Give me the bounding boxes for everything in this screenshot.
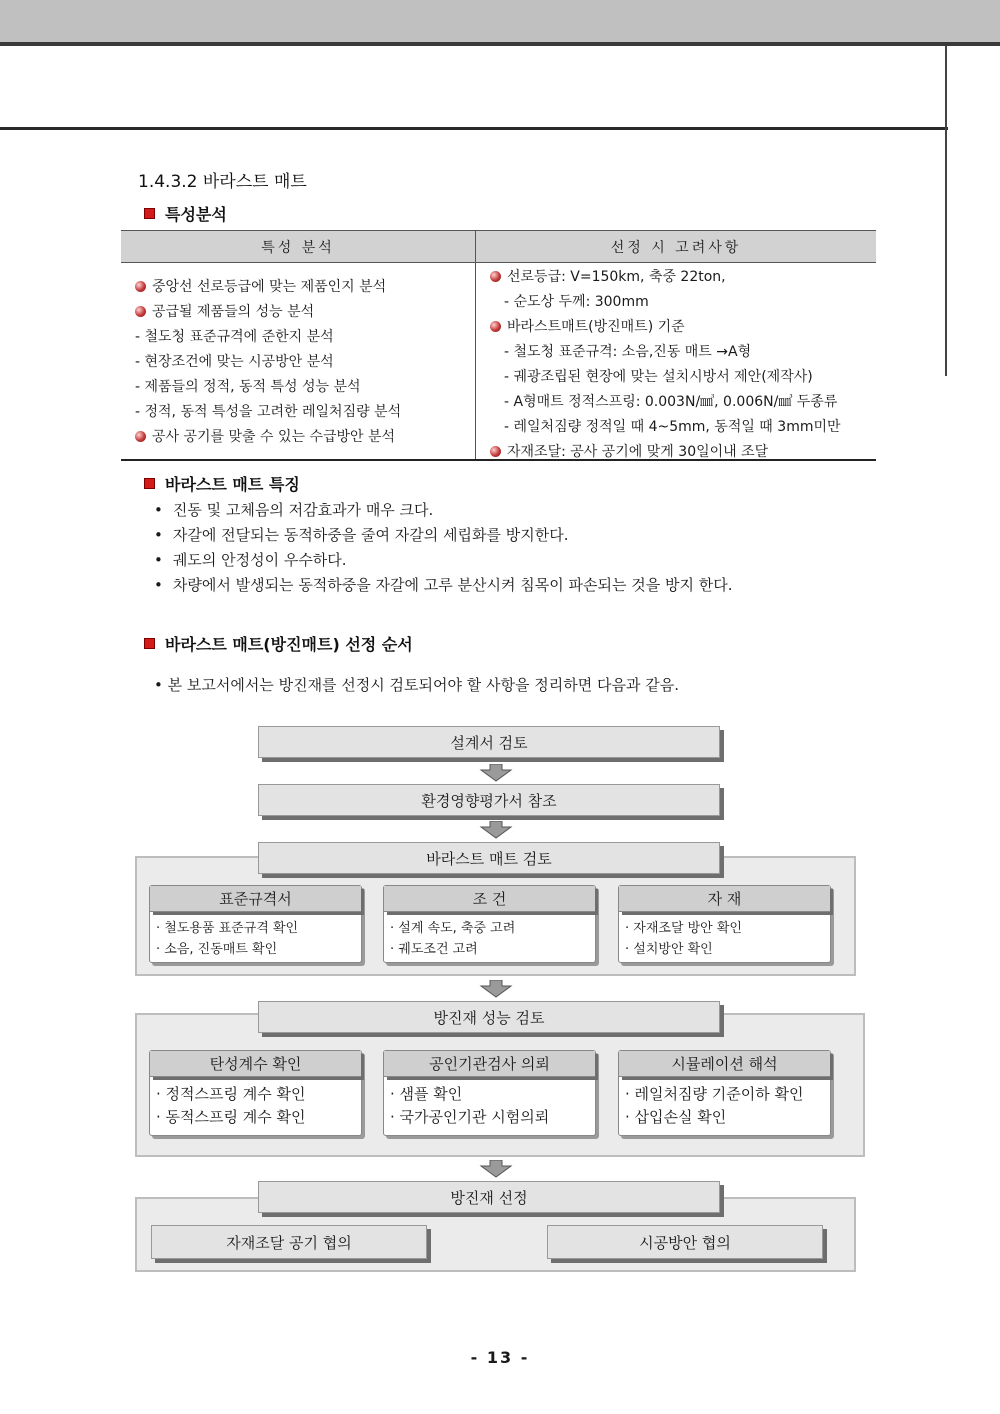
- table-line: [490, 290, 876, 315]
- margin-rule: [945, 46, 947, 376]
- line-text: - 정적, 동적 특성을 고려한 레일처짐량 분석: [135, 404, 402, 420]
- line-text: 중앙선 선로등급에 맞는 제품인지 분석: [152, 279, 387, 295]
- card-certified-test: [383, 1050, 596, 1136]
- table-line: [490, 390, 876, 415]
- card-items: [619, 1077, 830, 1129]
- card-title: 시뮬레이션 해석: [619, 1051, 830, 1077]
- table-line: [490, 415, 876, 440]
- line-text: - 현장조건에 맞는 시공방안 분석: [135, 354, 334, 370]
- card-conditions: [383, 885, 596, 963]
- line-text: 선로등급: V=150km, 축중 22ton,: [507, 269, 726, 285]
- procedure-heading-text: 바라스트 매트(방진매트) 선정 순서: [165, 635, 413, 654]
- card-items: [384, 912, 595, 960]
- features-list: [154, 498, 732, 598]
- procedure-heading: [144, 632, 413, 655]
- line-text: 공사 공기를 맞출 수 있는 수급방안 분석: [152, 429, 396, 445]
- col-header-analysis: 특성 분석: [121, 231, 476, 262]
- down-arrow-icon: [478, 1160, 514, 1178]
- card-item: · 철도용품 표준규격 확인: [156, 921, 299, 936]
- bullet-ball-icon: [490, 321, 501, 332]
- bullet-ball-icon: [490, 271, 501, 282]
- list-item: • 자갈에 전달되는 동적하중을 줄여 자갈의 세립화를 방지한다.: [154, 523, 732, 548]
- table-line: [135, 350, 475, 375]
- table-line: [135, 425, 475, 450]
- card-title: 탄성계수 확인: [150, 1051, 361, 1077]
- card-items: [619, 912, 830, 960]
- table-line: [490, 315, 876, 340]
- page-number: - 13 -: [470, 1348, 530, 1367]
- list-item: • 차량에서 발생되는 동적하중을 자갈에 고루 분산시켜 침목이 파손되는 것을 방지 한다.: [154, 573, 732, 598]
- flow-final-construction-plan: 시공방안 협의: [547, 1225, 823, 1259]
- line-text: 자재조달: 공사 공기에 맞게 30일이내 조달: [507, 444, 769, 460]
- procedure-intro: • 본 보고서에서는 방진재를 선정시 검토되어야 할 사항을 정리하면 다음과 같음.: [154, 676, 679, 694]
- list-item: • 진동 및 고체음의 저감효과가 매우 크다.: [154, 498, 732, 523]
- card-materials: [618, 885, 831, 963]
- line-text: 공급될 제품들의 성능 분석: [152, 304, 315, 320]
- card-items: [150, 912, 361, 960]
- flow-step-performance: 방진재 성능 검토: [258, 1001, 720, 1033]
- col-header-considerations: 선정 시 고려사항: [610, 239, 742, 256]
- section-title: 1.4.3.2 바라스트 매트: [138, 172, 307, 192]
- bullet-ball-icon: [490, 446, 501, 457]
- card-item: · 삽입손실 확인: [625, 1108, 727, 1126]
- card-title: 조 건: [384, 886, 595, 912]
- card-item: · 설계 속도, 축중 고려: [390, 921, 516, 936]
- line-text: - 레일처짐량 정적일 때 4~5mm, 동적일 때 3mm미만: [504, 419, 841, 435]
- bullet-ball-icon: [135, 306, 146, 317]
- table-header-row: [121, 231, 876, 263]
- card-item: · 소음, 진동매트 확인: [156, 942, 278, 957]
- card-title: 자 재: [619, 886, 830, 912]
- card-elasticity: [149, 1050, 362, 1136]
- flow-step-environment: 환경영향평가서 참조: [258, 784, 720, 816]
- card-item: · 레일처짐량 기준이하 확인: [625, 1085, 804, 1103]
- line-text: - 순도상 두께: 300mm: [504, 294, 649, 310]
- analysis-heading-text: 특성분석: [165, 205, 227, 224]
- features-heading-text: 바라스트 매트 특징: [165, 475, 300, 494]
- table-line: [135, 300, 475, 325]
- line-text: - A형매트 정적스프링: 0.003N/㎣, 0.006N/㎣ 두종류: [504, 394, 838, 410]
- table-line: [135, 375, 475, 400]
- table-line: [490, 265, 876, 290]
- red-square-icon: [144, 478, 155, 489]
- card-title: 공인기관검사 의뢰: [384, 1051, 595, 1077]
- card-item: · 설치방안 확인: [625, 942, 713, 957]
- red-square-icon: [144, 208, 155, 219]
- card-item: · 국가공인기관 시험의뢰: [390, 1108, 550, 1126]
- bullet-ball-icon: [135, 431, 146, 442]
- card-title: 표준규격서: [150, 886, 361, 912]
- header-band: [0, 0, 1000, 42]
- table-line: [135, 325, 475, 350]
- line-text: - 철도청 표준규격에 준한지 분석: [135, 329, 334, 345]
- table-line: [135, 275, 475, 300]
- table-line: [490, 340, 876, 365]
- card-item: · 정적스프링 계수 확인: [156, 1085, 306, 1103]
- red-square-icon: [144, 638, 155, 649]
- line-text: - 궤광조립된 현장에 맞는 설치시방서 제안(제작사): [504, 369, 813, 385]
- considerations-column: [476, 263, 876, 459]
- card-item: · 자재조달 방안 확인: [625, 921, 742, 936]
- flow-final-material-schedule: 자재조달 공기 협의: [151, 1225, 427, 1259]
- flow-step-design-review: 설계서 검토: [258, 726, 720, 758]
- analysis-table: [121, 230, 876, 461]
- bullet-ball-icon: [135, 281, 146, 292]
- down-arrow-icon: [478, 764, 514, 782]
- down-arrow-icon: [478, 821, 514, 839]
- list-item: • 궤도의 안정성이 우수하다.: [154, 548, 732, 573]
- card-item: · 샘플 확인: [390, 1085, 463, 1103]
- down-arrow-icon: [478, 980, 514, 998]
- card-item: · 궤도조건 고려: [390, 942, 478, 957]
- line-text: 바라스트매트(방진매트) 기준: [507, 319, 685, 335]
- header-line: [0, 42, 1000, 46]
- card-item: · 동적스프링 계수 확인: [156, 1108, 306, 1126]
- analysis-column: [121, 263, 476, 459]
- line-text: - 제품들의 정적, 동적 특성 성능 분석: [135, 379, 361, 395]
- card-items: [384, 1077, 595, 1129]
- table-line: [135, 400, 475, 425]
- table-line: [490, 440, 876, 465]
- table-line: [490, 365, 876, 390]
- card-standard-spec: [149, 885, 362, 963]
- analysis-heading: [144, 202, 227, 225]
- features-heading: [144, 472, 300, 495]
- flow-step-selection: 방진재 선정: [258, 1181, 720, 1213]
- line-text: - 철도청 표준규격: 소음,진동 매트 →A형: [504, 344, 752, 360]
- card-items: [150, 1077, 361, 1129]
- table-body: [121, 263, 876, 459]
- flow-step-mat-review: 바라스트 매트 검토: [258, 842, 720, 874]
- header-rule: [0, 127, 948, 130]
- card-simulation: [618, 1050, 831, 1136]
